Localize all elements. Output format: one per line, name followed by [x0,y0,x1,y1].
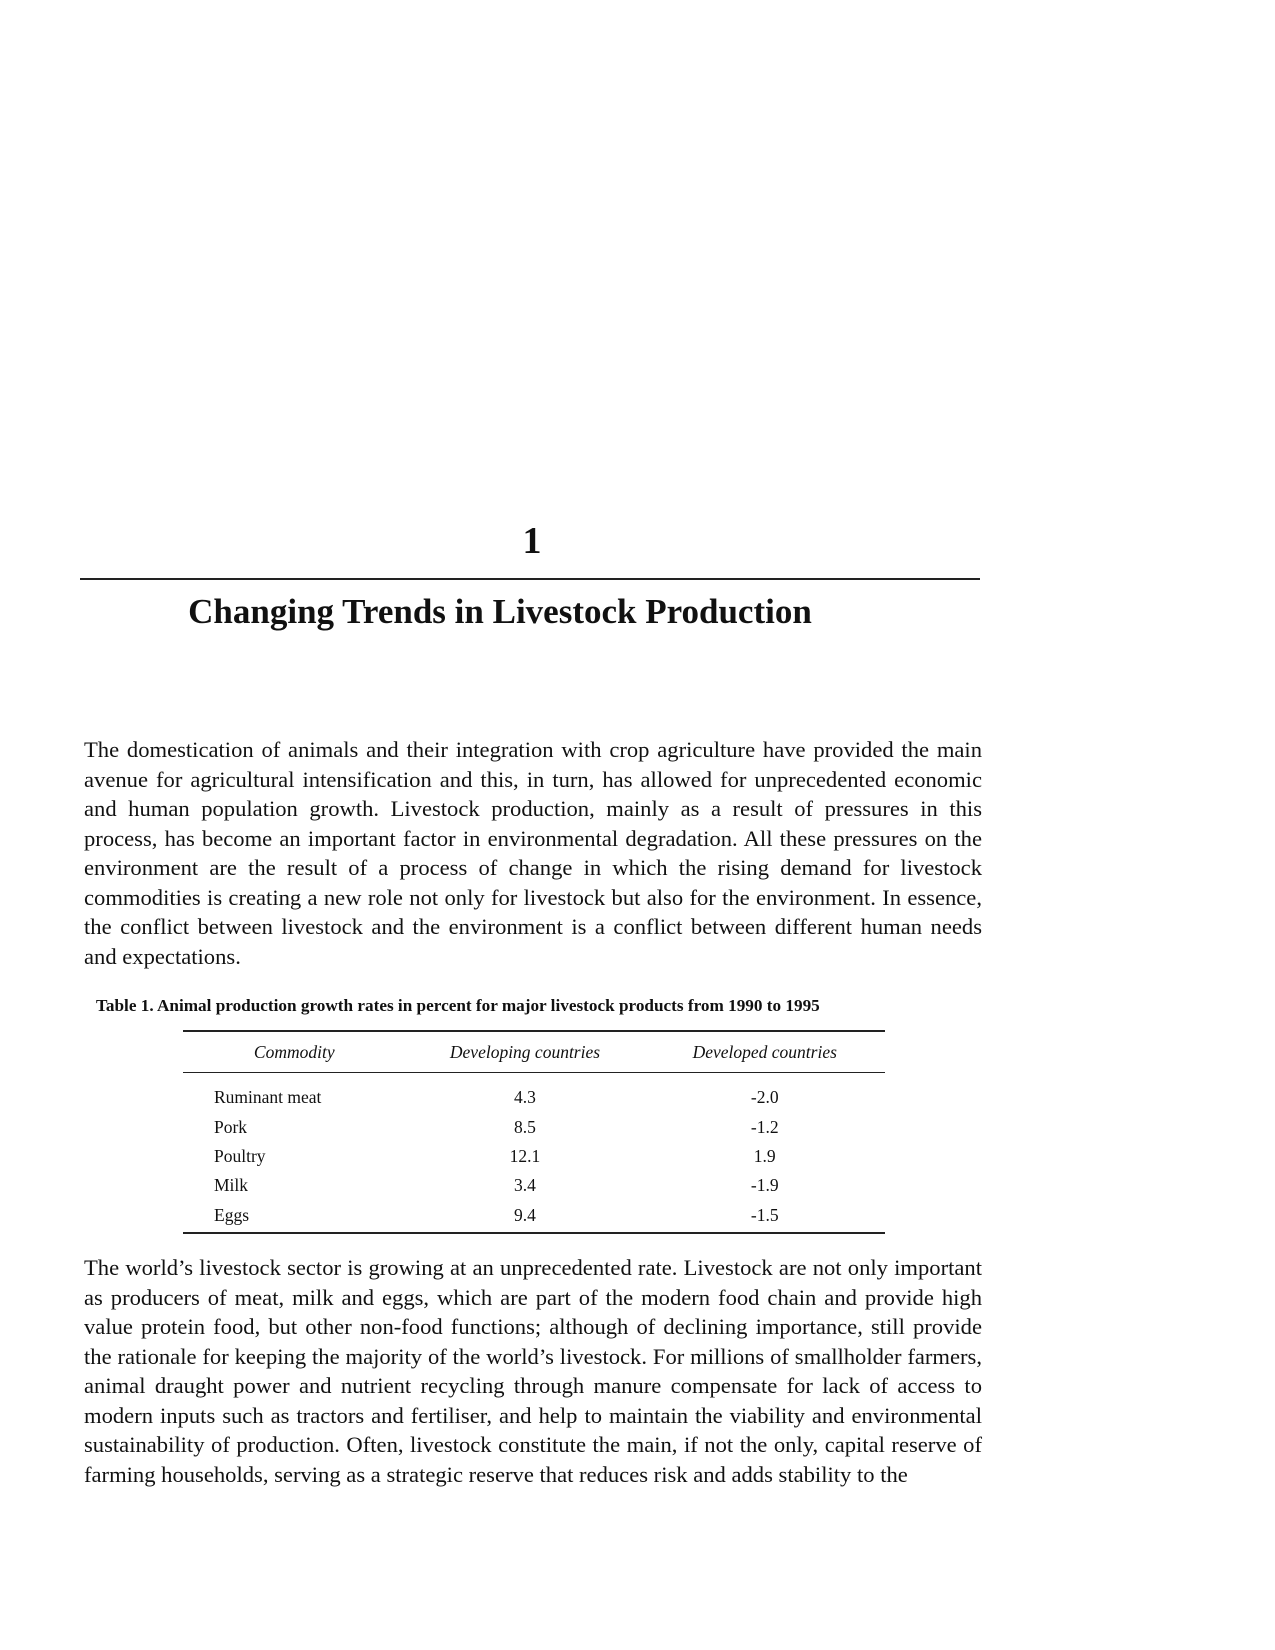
cell-developing: 8.5 [514,1116,536,1137]
cell-commodity: Pork [214,1116,248,1137]
header-developed-countries: Developed countries [644,1031,885,1073]
body-paragraph-1: The domestication of animals and their integration with crop agriculture have provided the main avenue for agricultural intensification and this, in turn, has allowed for unprecedented economic and human population growth. Livestock production, mainly as a result of pressures in this process, has become an important factor in environmental degradation. All these pressures on the environment are the result of a process of change in which the rising demand for livestock commodities is creating a new role not only for livestock but also for the environment. In essence, the conflict between livestock and the environment is a conflict between different human needs and expectations. [84,737,982,969]
cell-commodity: Poultry [214,1145,266,1166]
growth-rates-table [183,1030,885,1234]
table-header-row [183,1031,885,1073]
chapter-number: 1 [522,520,542,562]
cell-developing: 4.3 [514,1087,536,1108]
header-commodity: Commodity [183,1031,405,1073]
cell-developed: -2.0 [750,1087,779,1108]
table-row [183,1171,885,1200]
table-row [183,1073,885,1113]
chapter-title [80,590,980,634]
cell-commodity: Ruminant meat [214,1087,322,1108]
chapter-divider [80,578,980,580]
cell-commodity: Milk [214,1175,249,1196]
cell-developed: 1.9 [753,1145,776,1166]
cell-developed: -1.2 [750,1116,779,1137]
cell-developing: 9.4 [405,1201,644,1233]
body-paragraph-2: The world’s livestock sector is growing at an unprecedented rate. Livestock are not only important as producers of meat, milk and eggs, which are part of the modern food chain and provide high value protein food, but other non-food functions; although of declining importance, still provide the rationale for keeping the majority of the world’s livestock. For millions of smallholder farmers, animal draught power and nutrient recycling through manure compensate for lack of access to modern inputs such as tractors and fertiliser, and help to maintain the viability and environmental sustainability of production. Often, livestock constitute the main, if not the only, capital reserve of farming households, serving as a strategic reserve that reduces risk and adds stability to the [84,1255,982,1487]
chapter-title-text: Changing Trends in Livestock Production [188,592,812,631]
cell-developing: 12.1 [509,1145,541,1166]
table-caption: Table 1. Animal production growth rates in percent for major livestock products from 1990 to 1995 [96,996,820,1015]
cell-developed: -1.5 [644,1201,885,1233]
cell-developed: -1.9 [750,1175,779,1196]
cell-commodity: Eggs [183,1201,405,1233]
table-row [183,1142,885,1171]
cell-developing: 3.4 [514,1175,536,1196]
table-row [183,1112,885,1141]
header-developing-countries: Developing countries [405,1031,644,1073]
table-row [183,1201,885,1233]
